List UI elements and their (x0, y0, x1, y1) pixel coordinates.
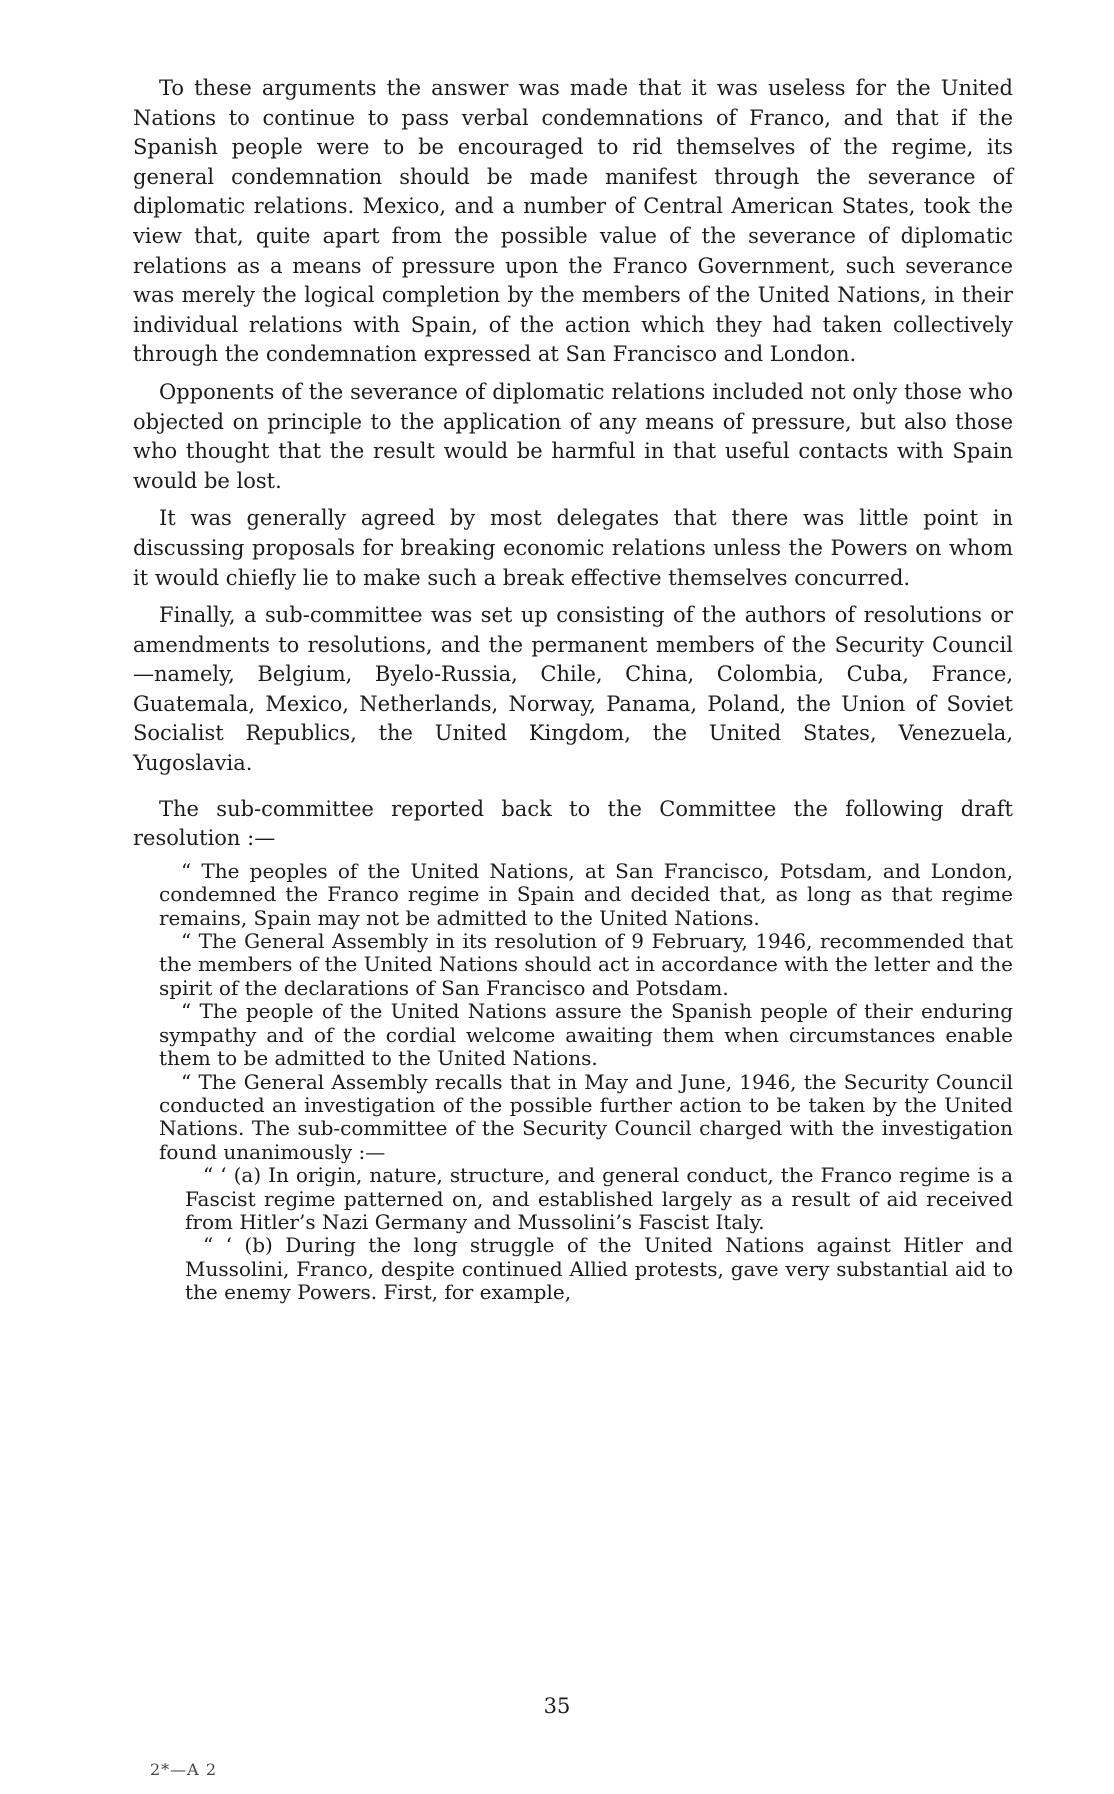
document-page (133, 74, 1013, 1305)
paragraph: It was generally agreed by most delegates that there was little point in discussing proposals for breaking economic relations unless the Powers on whom it would chiefly lie to make such a break effective themselves concurred. (133, 506, 1013, 590)
quote-paragraph: “ The people of the United Nations assure the Spanish people of their enduring sympathy and of the cordial welcome awaiting them when circumstances enable them to be admitted to the United Nations. (159, 999, 1013, 1071)
paragraph-intro: The sub-committee reported back to the Committee the following draft resolution :— (133, 796, 1013, 851)
paragraph: Finally, a sub-committee was set up consisting of the authors of resolutions or amendments to resolutions, and the permanent members of the Security Council—namely, Belgium, Byelo-Russia, Chile, China, Colombia, Cuba, France, Guatemala, Mexico, Netherlands, Norway, Panama, Poland, the Union of Soviet Socialist Republics, the United Kingdom, the United States, Venezuela, Yugoslavia. (133, 603, 1013, 776)
paragraph: To these arguments the answer was made that it was useless for the United Nations to continue to pass verbal condemnations of Franco, and that if the Spanish people were to be encouraged to rid themselves of the regime, its general condemnation should be made manifest through the severance of diplomatic relations. Mexico, and a number of Central American States, took the view that, quite apart from the possible value of the severance of diplomatic relations as a means of pressure upon the Franco Government, such severance was merely the logical completion by the members of the United Nations, in their individual relations with Spain, of the action which they had taken collectively through the condemnation expressed at San Francisco and London. (133, 76, 1013, 367)
page-number: 35 (543, 1694, 571, 1718)
resolution-block (133, 860, 1013, 1305)
paragraph: Opponents of the severance of diplomatic relations included not only those who objected on principle to the application of any means of pressure, but also those who thought that the result would be harmful in that useful contacts with Spain would be lost. (133, 379, 1013, 493)
quote-paragraph: “ The peoples of the United Nations, at San Francisco, Potsdam, and London, condemned the Franco regime in Spain and decided that, as long as that regime remains, Spain may not be admitted to the United Nations. (159, 858, 1013, 930)
quote-paragraph: “ The General Assembly in its resolution of 9 February, 1946, recommended that the members of the United Nations should act in accordance with the letter and the spirit of the declarations of San Francisco and Potsdam. (159, 929, 1013, 1000)
printer-signature: 2*—A 2 (150, 1760, 217, 1779)
subquote-paragraph: “ ‘ (b) During the long struggle of the United Nations against Hitler and Mussolini, Franco, despite continued Allied protests, gave very substantial aid to the enemy Powers. First, for example, (185, 1233, 1013, 1305)
quote-paragraph: “ The General Assembly recalls that in May and June, 1946, the Security Council conducted an investigation of the possible further action to be taken by the United Nations. The sub-committee of the Security Council charged with the investigation found unanimously :— (159, 1069, 1013, 1164)
subquote-paragraph: “ ‘ (a) In origin, nature, structure, and general conduct, the Franco regime is a Fascist regime patterned on, and established largely as a result of aid received from Hitler’s Nazi Germany and Mussolini’s Fascist Italy. (185, 1163, 1013, 1234)
